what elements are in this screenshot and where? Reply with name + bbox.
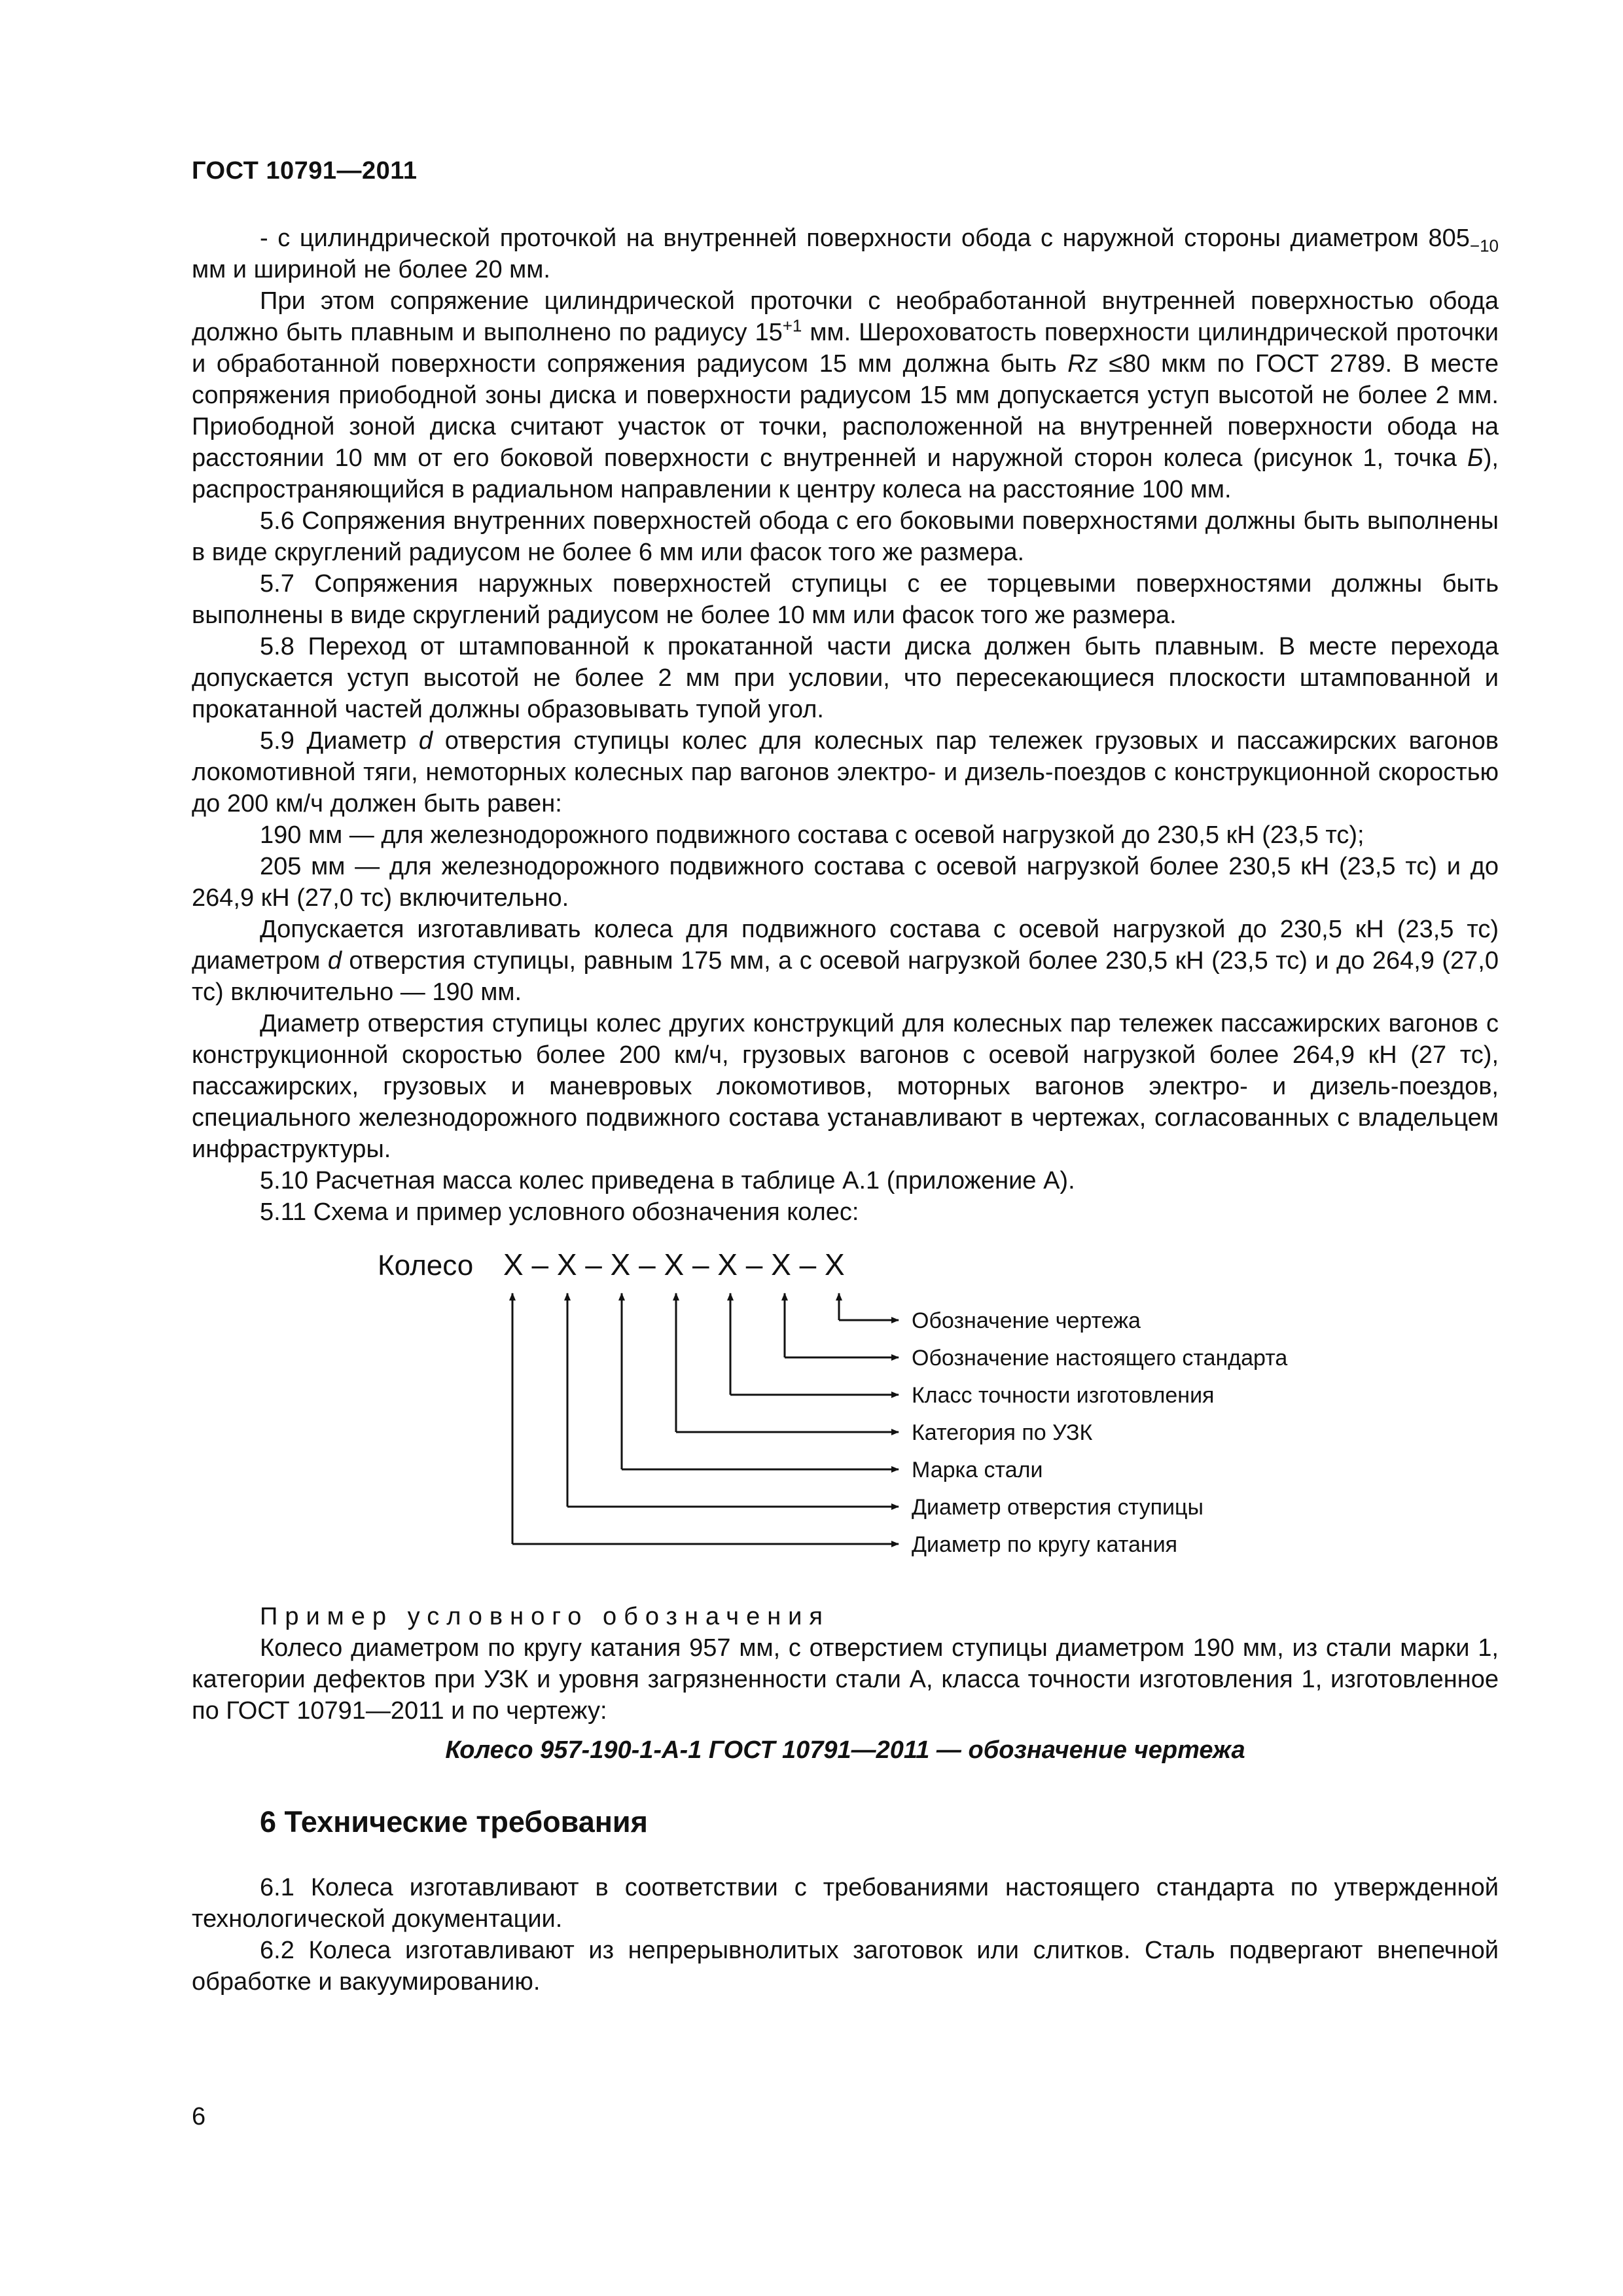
diagram-label-drawing: Обозначение чертежа [912, 1308, 1141, 1333]
paragraph-205mm: 205 мм — для железнодорожного подвижного состава с осевой нагрузкой более 230,5 кН (23,5 тс) и до 264,9 кН (27,0 тс) включительно. [192, 853, 1499, 912]
paragraph-6-1: 6.1 Колеса изготавливают в соответствии с требованиями настоящего стандарта по утвержденной технологической документации. [192, 1874, 1499, 1933]
paragraph-5-6: 5.6 Сопряжения внутренних поверхностей обода с его боковыми поверхностями должны быть выполнены в виде скруглений радиусом не более 6 мм или фасок того же размера. [192, 507, 1499, 566]
tolerance-superscript: +1 [782, 315, 802, 336]
paragraph-5-10: 5.10 Расчетная масса колес приведена в таблице А.1 (приложение А). [260, 1167, 1075, 1194]
diagram-wheel-label: Колесо [378, 1249, 474, 1282]
paragraph-roughness: При этом сопряжение цилиндрической проточки с необработанной внутренней поверхностью обода должно быть плавным и выполнено по радиусу $15^{+1}$ мм. Шероховатость поверхности цилиндрической проточки и обработанной поверхности сопряжения радиусом 15 мм должна быть Rz ≤80 мкм по ГОСТ 2789. В месте сопряжения приободной зоны диска и поверхности радиусом 15 мм допускается уступ высотой не более 2 мм. Приободной зоной диска считают участок от точки, расположенной на внутренней поверхности обода на расстоянии 10 мм от его боковой поверхности с внутренней и наружной сторон колеса (рисунок 1, точка Б), распространяющийся в радиальном направлении к центру колеса на расстояние 100 мм. [192, 287, 1499, 503]
paragraph-175mm: Допускается изготавливать колеса для подвижного состава с осевой нагрузкой до 230,5 кН (23,5 тс) диаметром d отверстия ступицы, равным 175 мм, а с осевой нагрузкой более 230,5 кН (23,5 тс) и до 264,9 (27,0 тс) включительно — 190 мм. [192, 916, 1499, 1006]
tolerance-subscript: −10 [1469, 236, 1499, 256]
paragraph-5-7: 5.7 Сопряжения наружных поверхностей ступицы с ее торцевыми поверхностями должны быть выполнены в виде скруглений радиусом не более 10 мм или фасок того же размера. [192, 570, 1499, 629]
rz-symbol: Rz [1067, 350, 1098, 378]
diagram-label-rolling: Диаметр по кругу катания [912, 1532, 1178, 1557]
diagram-label-uzk: Категория по УЗК [912, 1420, 1093, 1445]
section-6-title: 6 Технические требования [260, 1805, 648, 1839]
example-designation: Колесо 957-190-1-А-1 ГОСТ 10791—2011 — обозначение чертежа [445, 1736, 1245, 1764]
designation-diagram [192, 1237, 1499, 1577]
diagram-label-accuracy: Класс точности изготовления [912, 1383, 1215, 1408]
diagram-code: Х – Х – Х – Х – Х – Х – Х [503, 1247, 845, 1282]
paragraph-5-8: 5.8 Переход от штампованной к прокатанной части диска должен быть плавным. В месте перехода допускается уступ высотой не более 2 мм при условии, что пересекающиеся плоскости штампованной и прокатанной частей должны образовывать тупой угол. [192, 633, 1499, 723]
paragraph-190mm: 190 мм — для железнодорожного подвижного состава с осевой нагрузкой до 230,5 кН (23,5 тс); [260, 821, 1364, 849]
diagram-label-steel: Марка стали [912, 1458, 1043, 1482]
document-body [192, 223, 1499, 1998]
example-heading: Пример условного обозначения [260, 1603, 830, 1630]
paragraph-other-designs: Диаметр отверстия ступицы колес других конструкций для колесных пар тележек пассажирских вагонов с конструкционной скоростью более 200 км/ч, грузовых вагонов с осевой нагрузкой более 264,9 кН (27 тс), пассажирских, грузовых и маневровых локомотивов, моторных вагонов электро- и дизель-поездов, специального железнодорожного подвижного состава устанавливают в чертежах, согласованных с владельцем инфраструктуры. [192, 1010, 1499, 1163]
page-number: 6 [192, 2103, 206, 2130]
diagram-label-hub: Диаметр отверстия ступицы [912, 1495, 1204, 1520]
document-header: ГОСТ 10791—2011 [192, 157, 418, 185]
example-text: Колесо диаметром по кругу катания 957 мм, с отверстием ступицы диаметром 190 мм, из стали марки 1, категории дефектов при УЗК и уровня загрязненности стали А, класса точности изготовления 1, изготовленное по ГОСТ 10791—2011 и по чертежу: [192, 1634, 1499, 1725]
paragraph-6-2: 6.2 Колеса изготавливают из непрерывнолитых заготовок или слитков. Сталь подвергают внепечной обработке и вакуумированию. [192, 1937, 1499, 1996]
diagram-label-standard: Обозначение настоящего стандарта [912, 1346, 1288, 1371]
point-letter: Б [1467, 444, 1484, 472]
paragraph-5-9: 5.9 Диаметр d отверстия ступицы колес для колесных пар тележек грузовых и пассажирских вагонов локомотивной тяги, немоторных колесных пар вагонов электро- и дизель-поездов с конструкционной скоростью до 200 км/ч должен быть равен: [192, 727, 1499, 817]
paragraph-groove: - с цилиндрической проточкой на внутренней поверхности обода с наружной стороны диаметром $805_{-10}$ мм и шириной не более 20 мм. [192, 224, 1499, 283]
paragraph-5-11: 5.11 Схема и пример условного обозначения колес: [260, 1198, 859, 1226]
